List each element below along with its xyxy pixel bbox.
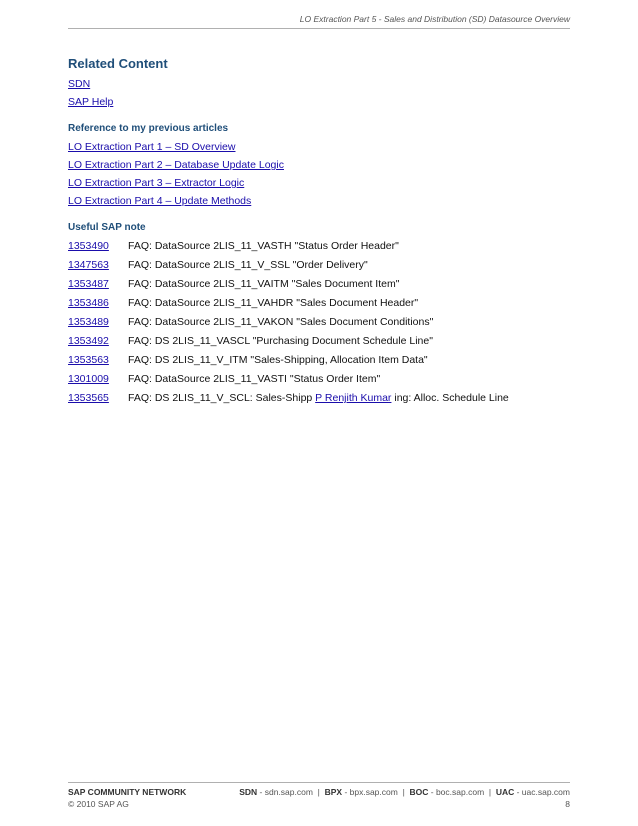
note-description: FAQ: DS 2LIS_11_VASCL "Purchasing Document Schedule Line" [128, 335, 433, 347]
sdn-link[interactable]: SDN [68, 78, 91, 90]
footer-uac-label: UAC [495, 787, 515, 797]
note-description [128, 389, 509, 408]
note-number-link[interactable]: 1353489 [68, 316, 109, 328]
article-link-part3[interactable]: LO Extraction Part 3 – Extractor Logic [68, 177, 245, 189]
footer-bpx-label: BPX [324, 787, 343, 797]
note-description: FAQ: DataSource 2LIS_11_V_SSL "Order Delivery" [128, 259, 368, 271]
note-row [68, 351, 578, 370]
related-content-heading: Related Content [68, 56, 168, 71]
footer-boc-label: BOC [409, 787, 429, 797]
note-description: FAQ: DataSource 2LIS_11_VASTI "Status Order Item" [128, 373, 381, 385]
note-description-end: ing: Alloc. Schedule Line [391, 392, 509, 404]
note-description: FAQ: DataSource 2LIS_11_VAITM "Sales Document Item" [128, 278, 400, 290]
article-link-part2[interactable]: LO Extraction Part 2 – Database Update Logic [68, 159, 284, 171]
note-description: FAQ: DS 2LIS_11_V_ITM "Sales-Shipping, Allocation Item Data" [128, 354, 428, 366]
reference-heading: Reference to my previous articles [68, 123, 229, 134]
note-number-link[interactable]: 1353563 [68, 354, 109, 366]
note-description: FAQ: DataSource 2LIS_11_VAHDR "Sales Document Header" [128, 297, 419, 309]
note-row [68, 256, 578, 275]
note-number-link[interactable]: 1353490 [68, 240, 109, 252]
running-header [68, 14, 570, 29]
note-row [68, 237, 578, 256]
note-row [68, 313, 578, 332]
page-number: 8 [565, 799, 570, 809]
footer-bpx-url: bpx.sap.com [349, 787, 398, 797]
note-row [68, 275, 578, 294]
page-footer [68, 782, 570, 810]
footer-boc-url: boc.sap.com [435, 787, 485, 797]
footer-uac-url: uac.sap.com [521, 787, 570, 797]
footer-sdn-label: SDN [239, 787, 258, 797]
note-row [68, 389, 578, 408]
footer-sdn-url: sdn.sap.com [264, 787, 313, 797]
note-row [68, 370, 578, 389]
author-link[interactable]: P Renjith Kumar [315, 392, 392, 404]
note-number-link[interactable]: 1353487 [68, 278, 109, 290]
note-number-link[interactable]: 1301009 [68, 373, 109, 385]
note-number-link[interactable]: 1347563 [68, 259, 109, 271]
note-row [68, 332, 578, 351]
note-number-link[interactable]: 1353565 [68, 392, 109, 404]
note-description-start: FAQ: DS 2LIS_11_V_SCL: Sales-Shipp [128, 392, 316, 404]
article-link-part4[interactable]: LO Extraction Part 4 – Update Methods [68, 195, 252, 207]
note-row [68, 294, 578, 313]
article-link-part1[interactable]: LO Extraction Part 1 – SD Overview [68, 141, 236, 153]
sap-note-heading: Useful SAP note [68, 222, 146, 233]
note-number-link[interactable]: 1353486 [68, 297, 109, 309]
footer-copyright: © 2010 SAP AG [68, 799, 129, 809]
header-title: LO Extraction Part 5 - Sales and Distribution (SD) Datasource Overview [299, 14, 570, 24]
note-description: FAQ: DataSource 2LIS_11_VAKON "Sales Document Conditions" [128, 316, 434, 328]
sap-help-link[interactable]: SAP Help [68, 96, 114, 108]
footer-sites: SDN - sdn.sap.com | BPX - bpx.sap.com | BOC - boc.sap.com | UAC - uac.sap.com [239, 787, 570, 797]
main-content [68, 56, 578, 408]
note-description: FAQ: DataSource 2LIS_11_VASTH "Status Order Header" [128, 240, 399, 252]
note-number-link[interactable]: 1353492 [68, 335, 109, 347]
footer-network: SAP COMMUNITY NETWORK [68, 787, 187, 797]
